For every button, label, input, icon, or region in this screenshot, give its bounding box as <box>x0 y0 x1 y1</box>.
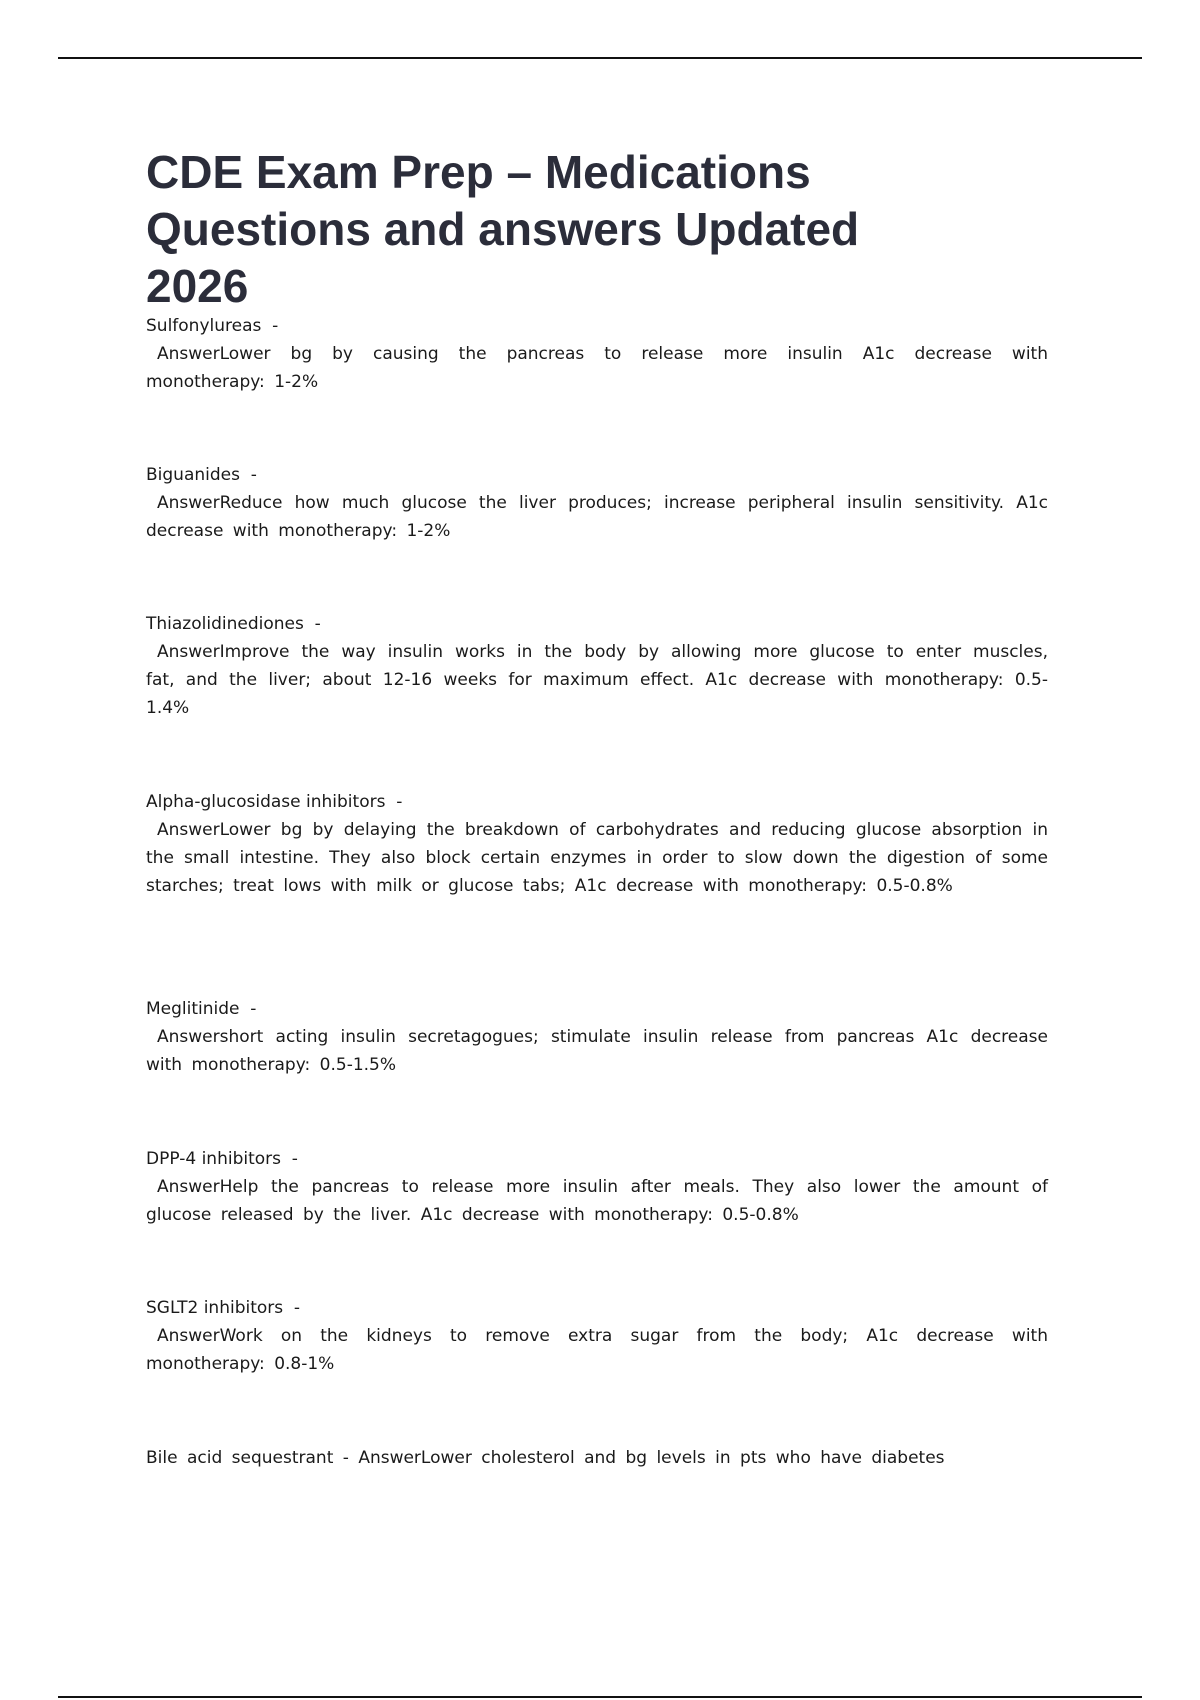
qa-answer: AnswerLower bg by causing the pancreas to release more insulin A1c decrease with monotherapy: 1-2% <box>146 344 1048 392</box>
qa-answer: AnswerImprove the way insulin works in the body by allowing more glucose to enter muscles, fat, and the liver; about 12-16 weeks for maximum effect. A1c decrease with monotherapy: 0.5-1.4% <box>146 642 1048 718</box>
qa-term: DPP-4 inhibitors - <box>146 1149 298 1169</box>
qa-item-meglitinide <box>146 995 1048 1079</box>
qa-item-bile-acid-sequestrant <box>146 1444 1048 1472</box>
qa-answer: AnswerReduce how much glucose the liver produces; increase peripheral insulin sensitivity. A1c decrease with monotherapy: 1-2% <box>146 493 1048 541</box>
qa-item-thiazolidinediones <box>146 610 1048 722</box>
qa-term: Meglitinide - <box>146 999 257 1019</box>
qa-term: Thiazolidinediones - <box>146 614 321 634</box>
qa-term: Alpha-glucosidase inhibitors - <box>146 792 403 812</box>
qa-term: Bile acid sequestrant - <box>146 1448 359 1468</box>
bottom-rule <box>58 1696 1142 1698</box>
qa-answer: AnswerWork on the kidneys to remove extra sugar from the body; A1c decrease with monotherapy: 0.8-1% <box>146 1326 1048 1374</box>
qa-item-dpp-4-inhibitors <box>146 1145 1048 1229</box>
qa-term: Biguanides - <box>146 465 257 485</box>
qa-item-alpha-glucosidase-inhibitors <box>146 788 1048 900</box>
qa-term: Sulfonylureas - <box>146 316 279 336</box>
qa-item-sulfonylureas <box>146 312 1048 396</box>
qa-answer: AnswerLower cholesterol and bg levels in pts who have diabetes <box>358 1448 945 1468</box>
top-rule <box>58 57 1142 59</box>
qa-term: SGLT2 inhibitors - <box>146 1298 301 1318</box>
document-title: CDE Exam Prep – Medications Questions and answers Updated 2026 <box>146 146 860 312</box>
qa-answer: AnswerLower bg by delaying the breakdown of carbohydrates and reducing glucose absorption in the small intestine. They also block certain enzymes in order to slow down the digestion of some starches; treat lows with milk or glucose tabs; A1c decrease with monotherapy: 0.5-0.8% <box>146 820 1048 896</box>
qa-answer: AnswerHelp the pancreas to release more insulin after meals. They also lower the amount of glucose released by the liver. A1c decrease with monotherapy: 0.5-0.8% <box>146 1177 1048 1225</box>
qa-answer: Answershort acting insulin secretagogues; stimulate insulin release from pancreas A1c decrease with monotherapy: 0.5-1.5% <box>146 1027 1048 1075</box>
qa-item-biguanides <box>146 461 1048 545</box>
qa-item-sglt2-inhibitors <box>146 1294 1048 1378</box>
